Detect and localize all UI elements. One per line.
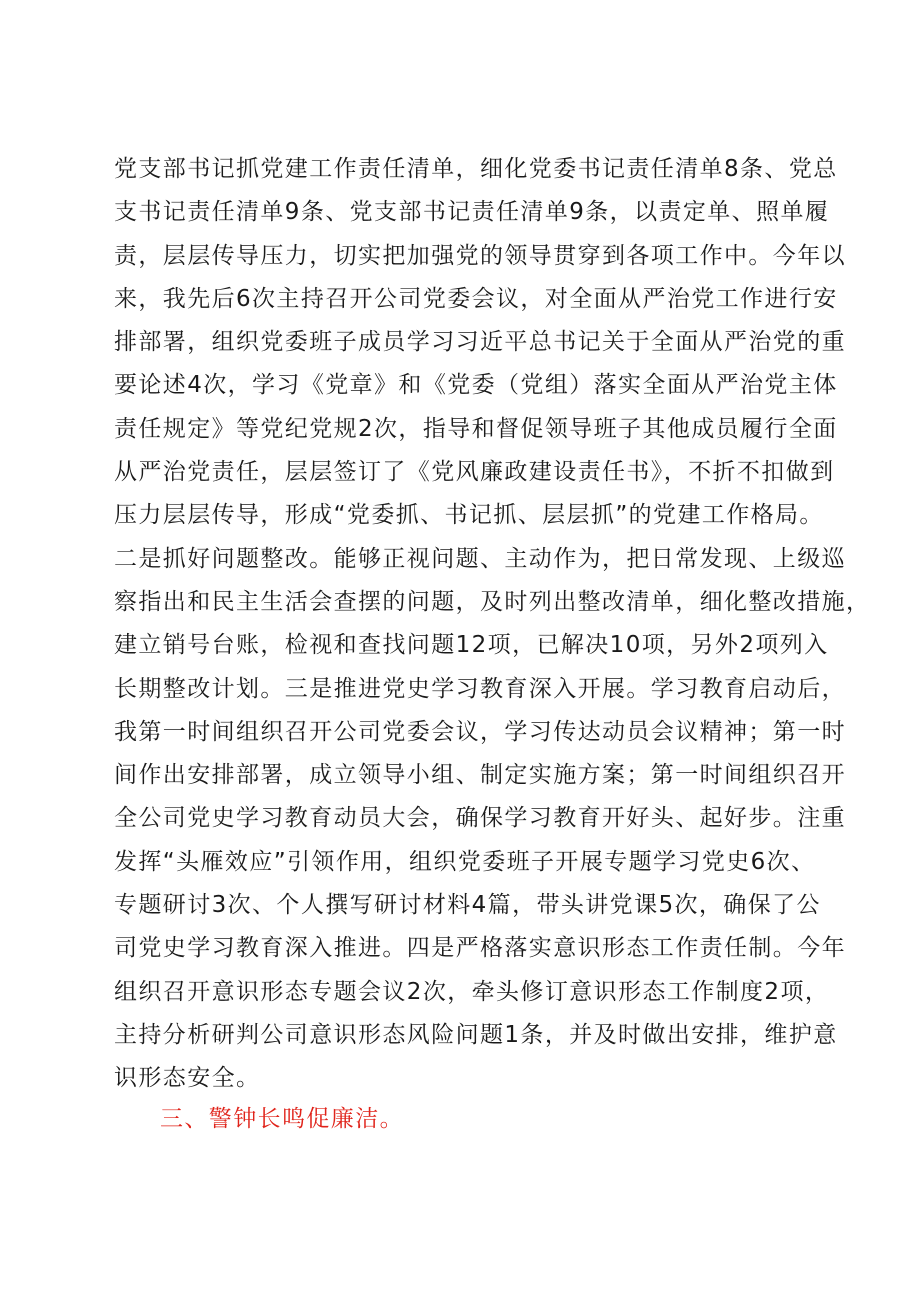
paragraph-line: 间作出安排部署，成立领导小组、制定实施方案；第一时间组织召开 [114,762,846,789]
paragraph-line: 发挥“头雁效应”引领作用，组织党委班子开展专题学习党史6次、 [114,848,816,875]
paragraph-line: 要论述4次，学习《党章》和《党委（党组）落实全面从严治党主体 [114,372,838,399]
paragraph-line: 长期整改计划。三是推进党史学习教育深入开展。学习教育启动后， [114,675,846,702]
paragraph-line: 专题研讨3次、个人撰写研讨材料4篇，带头讲党课5次，确保了公 [114,892,821,919]
section-heading: 三、警钟长鸣促廉洁。 [160,1106,404,1132]
body-paragraph [114,148,871,1101]
paragraph-line: 从严治党责任，层层签订了《党风廉政建设责任书》，不折不扣做到 [114,459,835,486]
paragraph-line: 我第一时间组织召开公司党委会议，学习传达动员会议精神；第一时 [114,718,846,745]
paragraph-line: 建立销号台账，检视和查找问题12项，已解决10项，另外2项列入 [114,632,829,659]
paragraph-line: 司党史学习教育深入推进。四是严格落实意识形态工作责任制。今年 [114,935,846,962]
paragraph-line: 二是抓好问题整改。能够正视问题、主动作为，把日常发现、上级巡 [114,545,846,572]
paragraph-line: 党支部书记抓党建工作责任清单，细化党委书记责任清单8条、党总 [114,156,838,182]
paragraph-line: 压力层层传导，形成“党委抓、书记抓、层层抓”的党建工作格局。 [114,502,824,529]
paragraph-line: 主持分析研判公司意识形态风险问题1条，并及时做出安排，维护意 [114,1021,838,1048]
paragraph-line: 责，层层传导压力，切实把加强党的领导贯穿到各项工作中。今年以 [114,242,846,269]
paragraph-line: 排部署，组织党委班子成员学习习近平总书记关于全面从严治党的重 [114,329,846,356]
paragraph-line: 察指出和民主生活会查摆的问题，及时列出整改清单，细化整改措施， [114,588,871,615]
paragraph-line: 支书记责任清单9条、党支部书记责任清单9条，以责定单、照单履 [114,199,830,226]
paragraph-line: 全公司党史学习教育动员大会，确保学习教育开好头、起好步。注重 [114,805,846,832]
paragraph-line: 来，我先后6次主持召开公司党委会议，对全面从严治党工作进行安 [114,285,838,312]
paragraph-line: 责任规定》等党纪党规2次，指导和督促领导班子其他成员履行全面 [114,415,838,442]
paragraph-line: 识形态安全。 [114,1065,261,1092]
paragraph-line: 组织召开意识形态专题会议2次，牵头修订意识形态工作制度2项， [114,978,830,1005]
